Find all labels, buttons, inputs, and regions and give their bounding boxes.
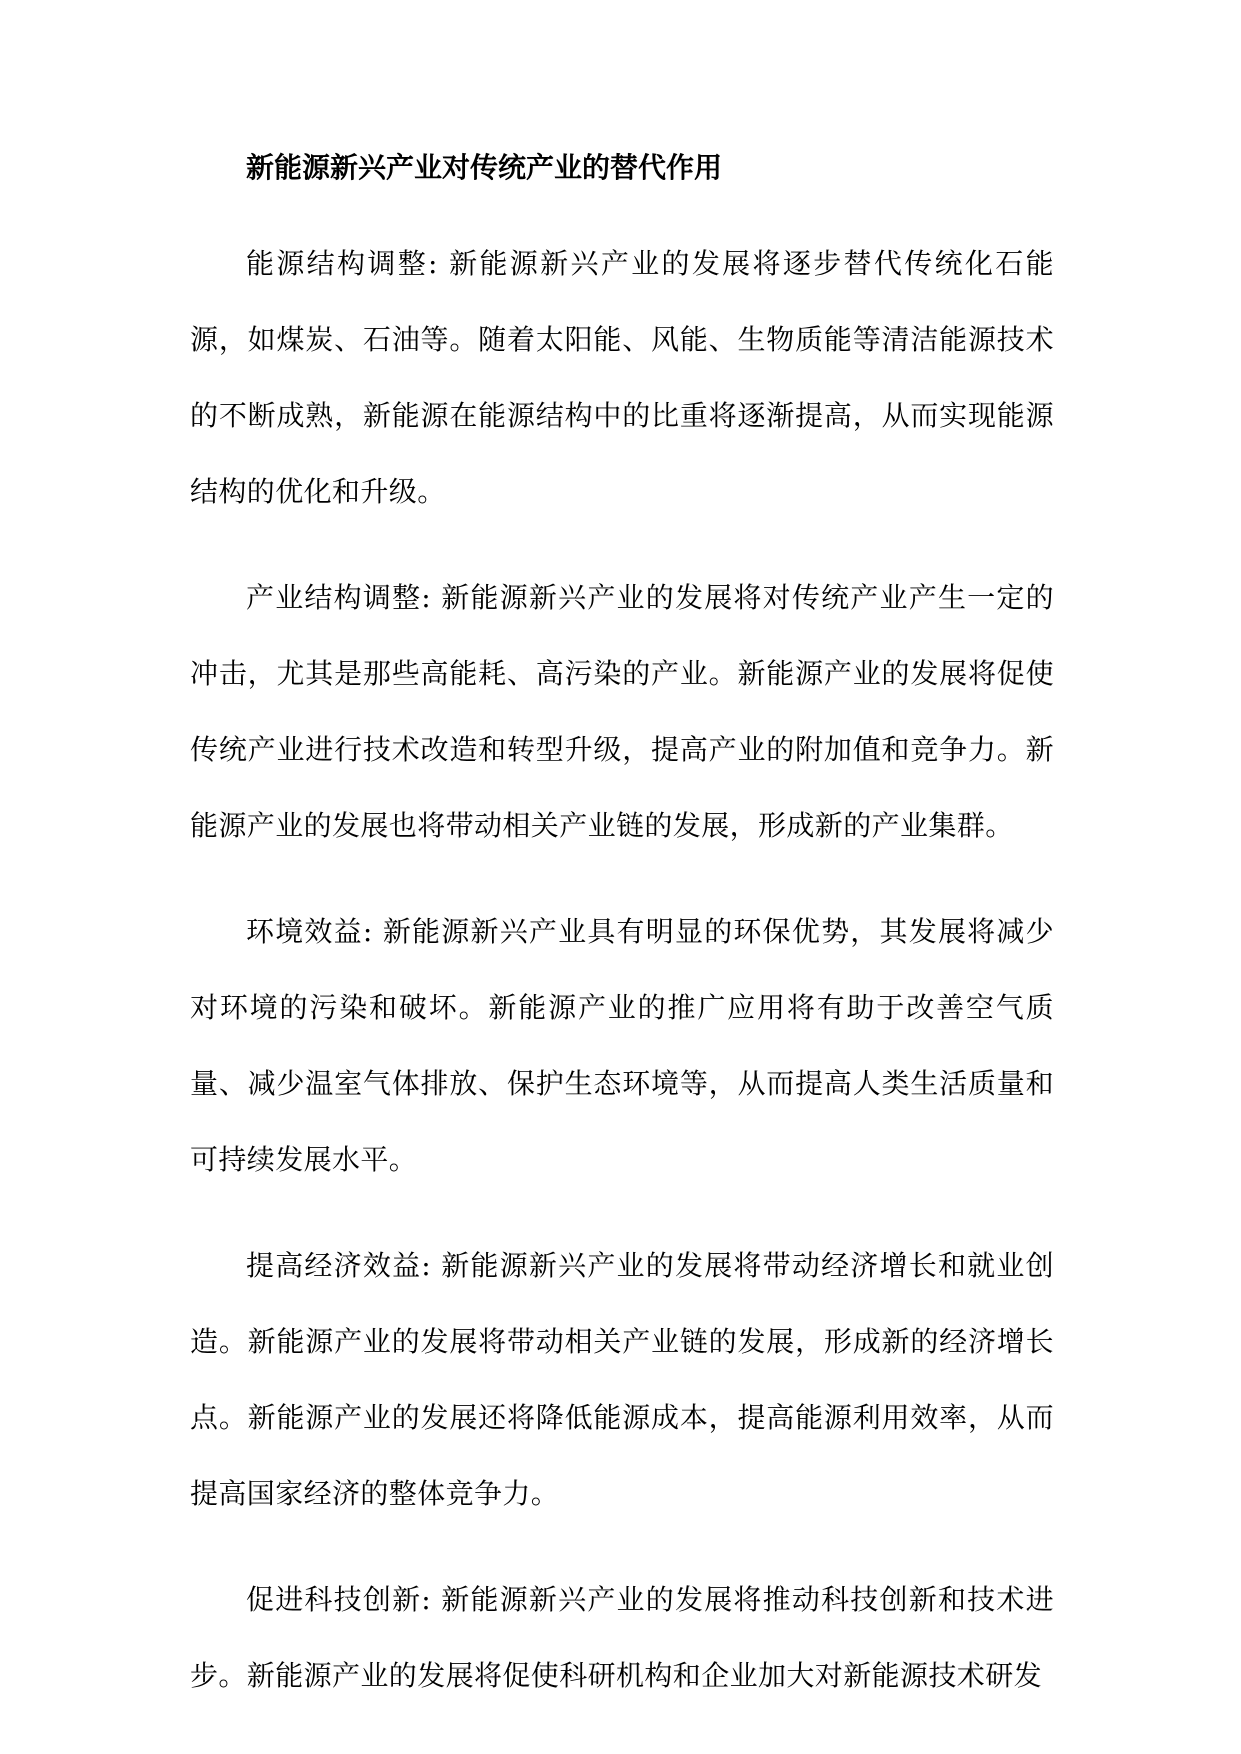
paragraph-industry-structure: 产业结构调整: 新能源新兴产业的发展将对传统产业产生一定的冲击，尤其是那些高能耗、高污染的产业。新能源产业的发展将促使传统产业进行技术改造和转型升级，提高产业的附加值和竞争力。新能源产业的发展也将带动相关产业链的发展，形成新的产业集群。 [190, 581, 1054, 842]
paragraph-environmental-benefits: 环境效益: 新能源新兴产业具有明显的环保优势，其发展将减少对环境的污染和破坏。新能源产业的推广应用将有助于改善空气质量、减少温室气体排放、保护生态环境等，从而提高人类生活质量和可持续发展水平。 [190, 915, 1054, 1176]
document-page [190, 150, 1054, 1714]
paragraph-tech-innovation: 促进科技创新: 新能源新兴产业的发展将推动科技创新和技术进步。新能源产业的发展将促使科研机构和企业加大对新能源技术研发 [190, 1583, 1054, 1692]
paragraph-economic-benefits: 提高经济效益: 新能源新兴产业的发展将带动经济增长和就业创造。新能源产业的发展将带动相关产业链的发展，形成新的经济增长点。新能源产业的发展还将降低能源成本，提高能源利用效率，从而提高国家经济的整体竞争力。 [190, 1249, 1054, 1510]
document-title: 新能源新兴产业对传统产业的替代作用 [246, 151, 723, 184]
paragraph-energy-structure: 能源结构调整: 新能源新兴产业的发展将逐步替代传统化石能源，如煤炭、石油等。随着太阳能、风能、生物质能等清洁能源技术的不断成熟，新能源在能源结构中的比重将逐渐提高，从而实现能源结构的优化和升级。 [190, 247, 1054, 508]
